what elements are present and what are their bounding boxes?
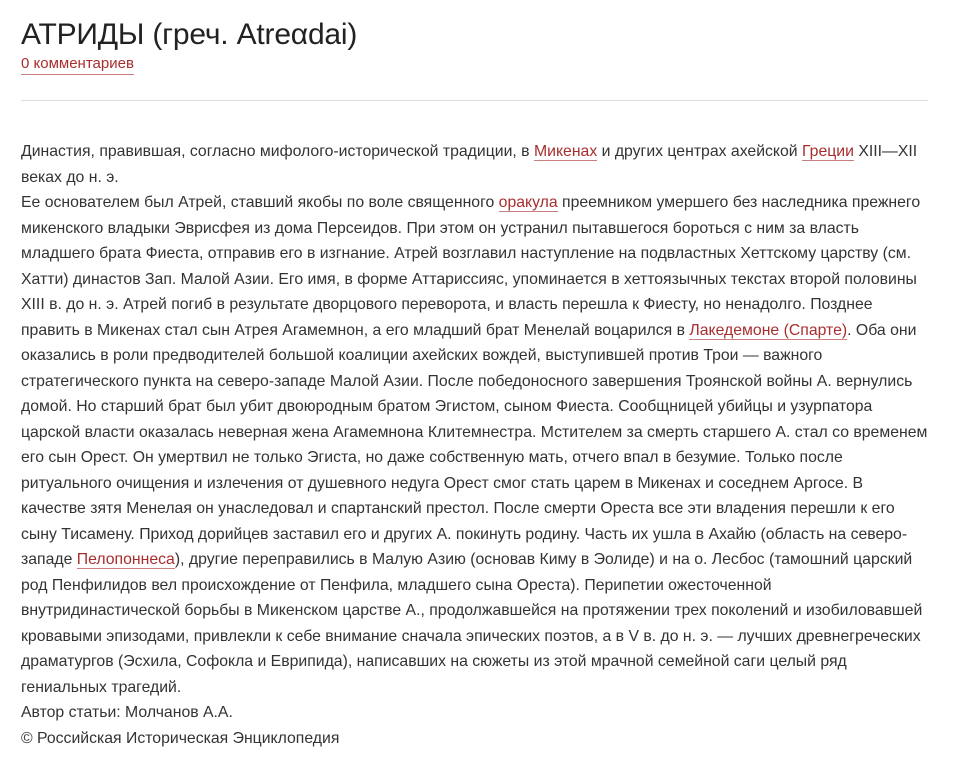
link-lacedaemon[interactable]: Лакедемоне (Спарте) bbox=[689, 321, 848, 339]
link-mycenae[interactable]: Микенах bbox=[533, 143, 598, 160]
article-paragraph-intro bbox=[21, 139, 928, 190]
article-paragraph-main bbox=[21, 190, 928, 700]
article-source: © Российская Историческая Энциклопедия bbox=[21, 729, 340, 747]
text-span: ), другие переправились в Малую Азию (основав Киму в Эолиде) и на о. Лесбос (тамошний царский род Пенфилидов вел происхождение от Пенфила, младшего сына Ореста). Перипетии ожесточенной внутридинастической борьбы в Микенском царстве А., продолжавшейся на протяжении трех поколений и изобиловавшей кровавыми эпизодами, привлекли к себе внимание сначала эпических поэтов, а в V в. до н. э. — лучших древнегреческих драматургов (Эсхила, Софокла и Еврипида), написавших на сюжеты из этой мрачной семейной саги целый ряд гениальных трагедий. bbox=[21, 551, 923, 696]
text-span: преемником умершего без наследника прежнего микенского владыки Эврисфея из дома Персеидов. При этом он устранил пытавшегося бороться с ним за власть младшего брата Фиеста, отправив его в изгнание. Атрей возглавил наступление на подвластных Хеттскому царству (см. Хатти) династов Зап. Малой Азии. Его имя, в форме Аттариссияс, упоминается в хеттоязычных текстах второй половины XIII в. до н. э. Атрей погиб в результате дворцового переворота, и власть перешла к Фиесту, но ненадолго. Позднее править в Микенах стал сын Атрея Агамемнон, а его младший брат Менелай воцарился в bbox=[21, 194, 921, 339]
comments-link[interactable]: 0 комментариев bbox=[21, 54, 134, 75]
article-author: Автор статьи: Молчанов А.А. bbox=[21, 704, 233, 721]
text-span: XIII—XII веках до н. э. bbox=[21, 143, 918, 186]
link-peloponnese[interactable]: Пелопоннеса bbox=[76, 551, 175, 568]
text-span: . Оба они оказались в роли предводителей большой коалиции ахейских вождей, выступившей против Трои — важного стратегического пункта на северо-западе Малой Азии. После победоносного завершения Троянской войны А. вернулись домой. Но старший брат был убит двоюродным братом Эгистом, сыном Фиеста. Сообщницей убийцы и узурпатора царской власти оказалась неверная жена Агамемнона Клитемнестра. Мстителем за смерть старшего А. стал со временем его сын Орест. Он умертвил не только Эгиста, но даже собственную мать, отчего впал в безумие. Только после ритуального очищения и излечения от душевного недуга Орест смог стать царем в Микенах и соседнем Аргосе. В качестве зятя Менелая он унаследовал и спартанский престол. После смерти Ореста все эти владения перешли к его сыну Тисамену. Приход дорийцев заставил его и других А. покинуть родину. Часть их ушла в Ахайю (область на северо-западе bbox=[21, 321, 928, 568]
text-span: Династия, правившая, согласно мифолого-исторической традиции, в bbox=[21, 143, 534, 160]
divider bbox=[21, 100, 928, 101]
link-greece[interactable]: Греции bbox=[802, 143, 854, 160]
page-title: АТРИДЫ (греч. Atreαdai) bbox=[21, 18, 358, 51]
article-body bbox=[21, 139, 928, 751]
text-span: и других центрах ахейской bbox=[597, 143, 803, 160]
link-oracle[interactable]: оракула bbox=[498, 194, 558, 211]
text-span: Ее основателем был Атрей, ставший якобы по воле священного bbox=[21, 194, 499, 211]
